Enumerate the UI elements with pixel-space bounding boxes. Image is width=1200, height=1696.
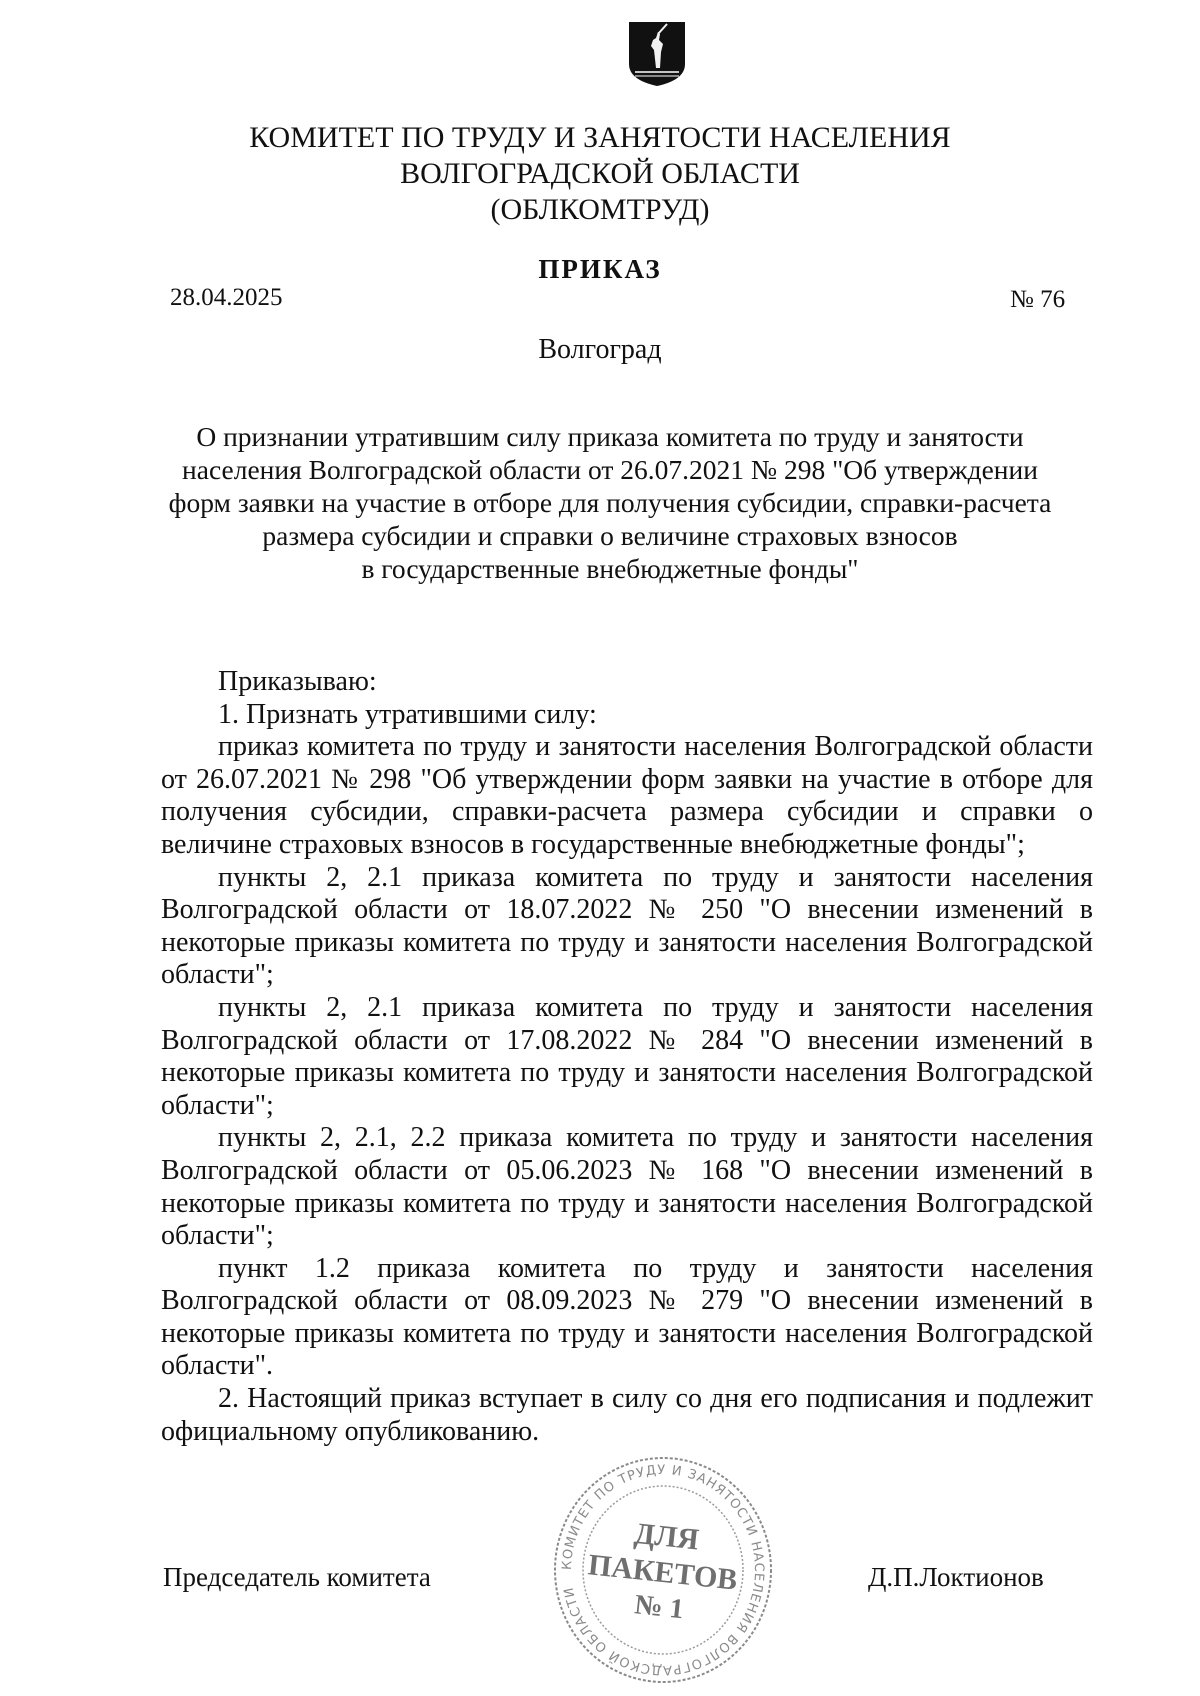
document-body: [161, 666, 1093, 1448]
title-line: размера субсидии и справки о величине страховых взносов: [262, 520, 958, 551]
organization-header: [0, 120, 1200, 228]
body-paragraph: пункты 2, 2.1, 2.2 приказа комитета по труду и занятости населения Волгоградской области от 05.06.2023 № 168 "О внесении изменений в некоторые приказы комитета по труду и занятости населения Волгоградской области";: [161, 1122, 1093, 1252]
coat-of-arms-icon: [627, 20, 687, 88]
stamp-line: ПАКЕТОВ: [586, 1548, 739, 1597]
document-number: № 76: [1010, 286, 1066, 313]
document-type: ПРИКАЗ: [538, 254, 662, 284]
body-paragraph: пункт 1.2 приказа комитета по труду и занятости населения Волгоградской области от 08.09.2023 № 279 "О внесении изменений в некоторые приказы комитета по труду и занятости населения Волгоградской области".: [161, 1252, 1093, 1382]
document-city: Волгоград: [538, 334, 662, 365]
body-paragraph: пункты 2, 2.1 приказа комитета по труду и занятости населения Волгоградской области от 17.08.2022 № 284 "О внесении изменений в некоторые приказы комитета по труду и занятости населения Волгоградской области";: [161, 991, 1093, 1121]
org-line-1: КОМИТЕТ ПО ТРУДУ И ЗАНЯТОСТИ НАСЕЛЕНИЯ: [249, 121, 951, 154]
body-paragraph: 1. Признать утратившими силу:: [218, 698, 597, 730]
stamp-line: № 1: [633, 1589, 686, 1626]
title-line: форм заявки на участие в отборе для получения субсидии, справки-расчета: [168, 487, 1052, 518]
stamp-line: ДЛЯ: [632, 1516, 701, 1557]
title-line: в государственные внебюджетные фонды": [361, 553, 859, 584]
title-line: О признании утратившим силу приказа комитета по труду и занятости: [196, 421, 1024, 452]
body-paragraph: пункты 2, 2.1 приказа комитета по труду и занятости населения Волгоградской области от 18.07.2022 № 250 "О внесении изменений в некоторые приказы комитета по труду и занятости населения Волгоградской области";: [161, 861, 1093, 991]
title-line: населения Волгоградской области от 26.07.2021 № 298 "Об утверждении: [182, 454, 1038, 485]
body-paragraph: 2. Настоящий приказ вступает в силу со дня его подписания и подлежит официальному опубликованию.: [161, 1383, 1093, 1447]
org-line-3: (ОБЛКОМТРУД): [490, 193, 710, 226]
document-date: 28.04.2025: [170, 284, 283, 311]
official-stamp: [548, 1450, 778, 1690]
signatory-name: Д.П.Локтионов: [868, 1562, 1044, 1592]
body-paragraph: приказ комитета по труду и занятости населения Волгоградской области от 26.07.2021 № 298 "Об утверждении форм заявки на участие в отборе для получения субсидии, справки-расчета размера субсидии и справки о величине страховых взносов в государственные внебюджетные фонды";: [161, 731, 1093, 860]
signatory-role: Председатель комитета: [163, 1562, 431, 1592]
stamp-ring-text: КОМИТЕТ ПО ТРУДУ И ЗАНЯТОСТИ НАСЕЛЕНИЯ ВОЛГОГРАДСКОЙ ОБЛАСТИ: [559, 1462, 767, 1678]
org-line-2: ВОЛГОГРАДСКОЙ ОБЛАСТИ: [400, 157, 800, 190]
body-paragraph: Приказываю:: [218, 666, 377, 697]
document-title: [150, 420, 1070, 585]
